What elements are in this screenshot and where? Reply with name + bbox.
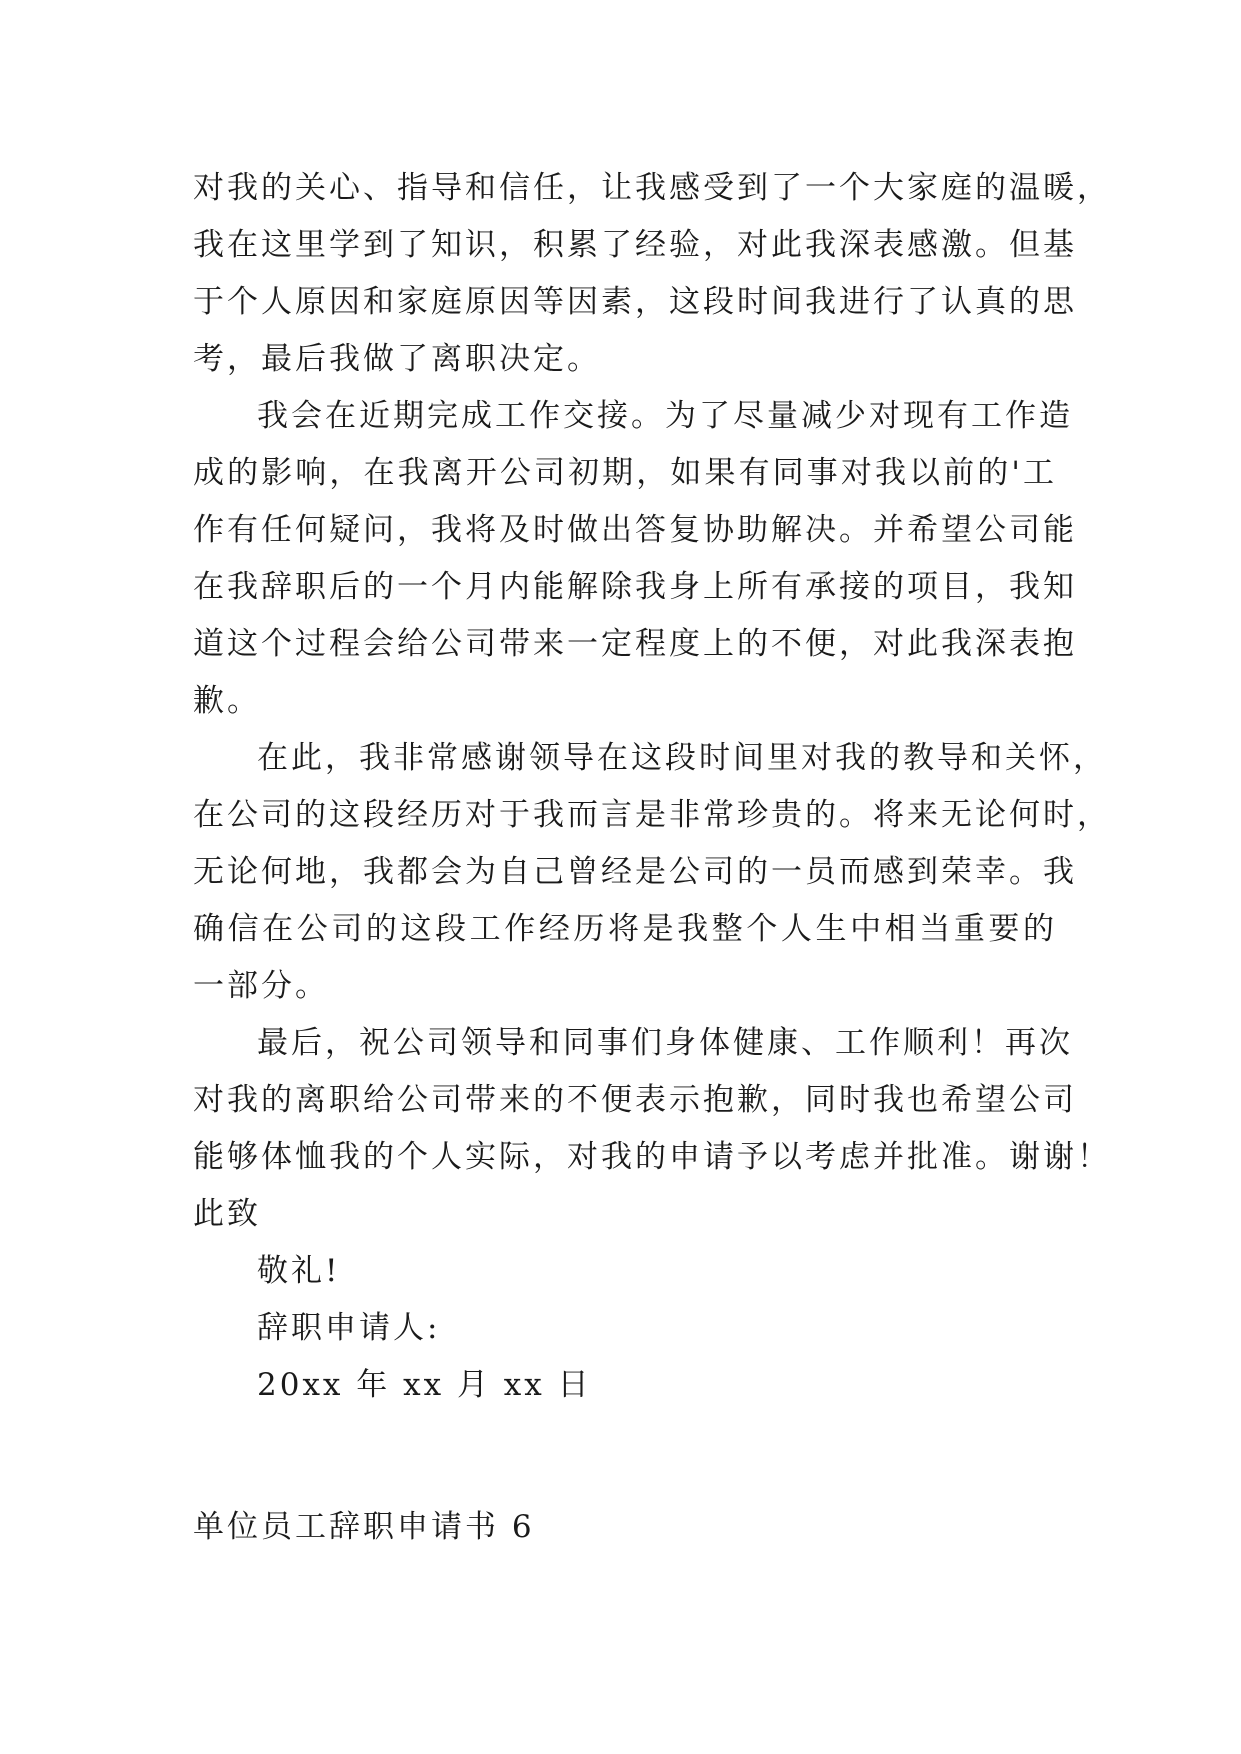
- paragraph-2-line-6: 歉。: [193, 683, 261, 719]
- paragraph-3-line-1: 在此，我非常感谢领导在这段时间里对我的教导和关怀，: [257, 740, 1107, 776]
- next-section-heading: 单位员工辞职申请书 6: [193, 1509, 535, 1545]
- date-line: 20xx 年 xx 月 xx 日: [257, 1367, 592, 1403]
- paragraph-3-line-2: 在公司的这段经历对于我而言是非常珍贵的。将来无论何时，: [193, 797, 1111, 833]
- signature-label: 辞职申请人:: [257, 1310, 441, 1346]
- paragraph-2-line-1: 我会在近期完成工作交接。为了尽量减少对现有工作造: [257, 398, 1073, 434]
- paragraph-1-line-4: 考，最后我做了离职决定。: [193, 341, 601, 377]
- closing-text: 此致: [193, 1196, 261, 1232]
- spacer: [193, 1414, 1057, 1471]
- spacer-half: [193, 1471, 1057, 1499]
- paragraph-3-line-4: 确信在公司的这段工作经历将是我整个人生中相当重要的: [193, 911, 1057, 947]
- paragraph-2-line-3: 作有任何疑问，我将及时做出答复协助解决。并希望公司能: [193, 512, 1077, 548]
- paragraph-1-line-2: 我在这里学到了知识，积累了经验，对此我深表感激。但基: [193, 227, 1077, 263]
- letter-body: [193, 160, 1111, 1556]
- paragraph-2-line-2: 成的影响，在我离开公司初期，如果有同事对我以前的'工: [193, 455, 1057, 491]
- salutation-text: 敬礼!: [257, 1253, 341, 1289]
- paragraph-3-line-3: 无论何地，我都会为自己曾经是公司的一员而感到荣幸。我: [193, 854, 1077, 890]
- paragraph-1-line-1: 对我的关心、指导和信任，让我感受到了一个大家庭的温暖，: [193, 170, 1111, 206]
- paragraph-2-line-5: 道这个过程会给公司带来一定程度上的不便，对此我深表抱: [193, 626, 1077, 662]
- paragraph-2-line-4: 在我辞职后的一个月内能解除我身上所有承接的项目，我知: [193, 569, 1077, 605]
- paragraph-4-line-3: 能够体恤我的个人实际，对我的申请予以考虑并批准。谢谢！: [193, 1139, 1111, 1175]
- paragraph-3-line-5: 一部分。: [193, 968, 329, 1004]
- paragraph-1-line-3: 于个人原因和家庭原因等因素，这段时间我进行了认真的思: [193, 284, 1077, 320]
- paragraph-4-line-1: 最后，祝公司领导和同事们身体健康、工作顺利！再次: [257, 1025, 1073, 1061]
- paragraph-4-line-2: 对我的离职给公司带来的不便表示抱歉，同时我也希望公司: [193, 1082, 1077, 1118]
